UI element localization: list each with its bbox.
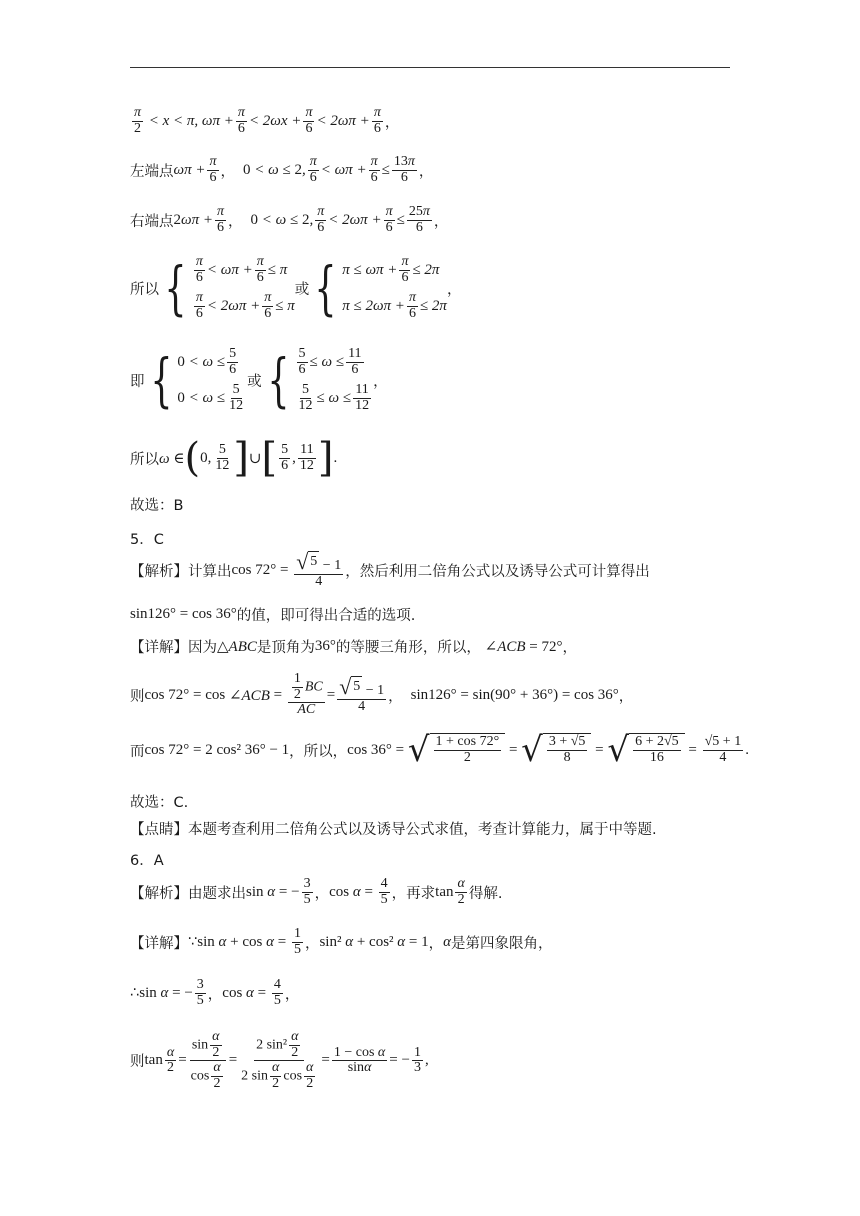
answer-line-1: 故选：B [130, 498, 184, 514]
text: 是第四象限角， [451, 935, 553, 952]
text: 而 [130, 743, 145, 760]
text: 由题求出 [188, 885, 246, 902]
text: ，所以， [289, 743, 348, 760]
because-symbol: ∵ [188, 934, 198, 951]
label-so: 所以 [130, 281, 159, 298]
math-line-3: 右端点 2ωπ + $\frac{\pi}{6}$ ， 0 < ω ≤ 2, $\frac{\pi}{6}$ < 2ωπ + $\frac{\pi}{6}$ ≤ $\frac{25\pi}{6}$ ， [130, 204, 449, 235]
q6-detail-line-3: 则 tan $\frac{\alpha}{2}$ = sin $\frac{\alpha}{2}$ cos $\frac{\alpha}{2}$ = 2 sin² $\frac{\alpha}{2}$ 2 sin $\frac{\alpha}{2}$ cos $\frac{\alpha}{2}$ = $\frac{\text{1 − cos α}}{\sin\alpha}$ = − $\frac{1}{3}$ , [130, 1029, 429, 1092]
punct: ， [384, 114, 400, 131]
math-line-4: 所以 { $\frac{\pi}{6}$ < ωπ + $\frac{\pi}{6}$ ≤ π $\frac{\pi}{6}$ < 2ωπ + $\frac{\pi}{6}$ ≤ π 或 { π ≤ ωπ + $\frac{\pi}{6}$ ≤ 2π π ≤ 2ωπ + $\frac{\pi}{6}$ ≤ 2π ， [130, 254, 462, 323]
text: ，然后利用二倍角公式以及诱导公式可计算得出 [345, 563, 650, 580]
analysis-tag: 【解析】 [130, 563, 188, 580]
text: ，再求 [391, 885, 436, 902]
question-5-answer: 5．C [130, 532, 164, 548]
text: 则 [130, 688, 145, 705]
math-line-5: 即 { 0 < ω ≤ $\frac{5}{6}$ 0 < ω ≤ $\frac{5}{12}$ 或 { $\frac{5}{6}$ ≤ ω ≤ $\frac{11}{6}$ $\frac{5}{12}$ ≤ ω ≤ $\frac{11}{12}$ ， [130, 346, 388, 415]
detail-tag: 【详解】 [130, 935, 188, 952]
math-line-2: 左端点 ωπ + $\frac{\pi}{6}$ ， 0 < ω ≤ 2, $\frac{\pi}{6}$ < ωπ + $\frac{\pi}{6}$ ≤ $\frac{13\pi}{6}$ ， [130, 154, 434, 185]
label-or: 或 [294, 281, 310, 298]
label-so: 所以 [130, 451, 159, 468]
detail-tag: 【详解】 [130, 640, 188, 656]
q5-detail-line-3: 而 cos 72° = 2 cos² 36° − 1 ，所以， cos 36° = √ $\frac{1 + \cos 72^\circ}{2}$ = √ $\frac{3 + √5}{8}$ = √ $\frac{6 + 2√5}{16}$ = $\frac{√5 + 1}{4}$ . [130, 730, 749, 770]
therefore-symbol: ∴ [130, 985, 140, 1002]
text: 的值，即可得出合适的选项. [236, 608, 416, 624]
comment-tag: 【点睛】 [130, 822, 188, 838]
q5-analysis-line-1: 【解析】 计算出 cos 72° = √ 5 − 1 4 ，然后利用二倍角公式以及诱导公式可计算得出 [130, 549, 650, 589]
label-ie: 即 [130, 373, 145, 390]
text: 的等腰三角形，所以， [335, 640, 481, 656]
analysis-tag: 【解析】 [130, 885, 188, 902]
label-or: 或 [247, 373, 262, 390]
text: 是顶角为 [256, 640, 315, 656]
text: 本题考查利用二倍角公式以及诱导公式求值，考查计算能力，属于中等题. [188, 822, 657, 838]
text: 计算出 [188, 563, 232, 580]
label-right-endpoint: 右端点 [130, 213, 174, 230]
answer-line-2: 故选：C. [130, 795, 189, 811]
text: 因为 [188, 640, 217, 656]
math-line-1: $\frac{\pi}{2}$ < x < π, ωπ + $\frac{\pi}{6}$ < 2ωx + $\frac{\pi}{6}$ < 2ωπ + $\frac{\pi}{6}$ ， [134, 105, 400, 136]
q5-comment [130, 818, 657, 839]
header-rule [130, 67, 730, 68]
math-line-6: 所以 ω ∈ ( 0, $\frac{5}{12}$ ] ∪ [ $\frac{5}{6}$ , $\frac{11}{12}$ ] . [130, 435, 338, 481]
q6-detail-line-1: 【详解】 ∵ sin α + cos α = $\frac{1}{5}$ ， sin² α + cos² α = 1 ， α 是第四象限角， [130, 926, 553, 957]
q5-detail-line-2: 则 cos 72° = cos ∠ACB = $\frac{1}{2}$ BC AC = √ 5 − 1 4 ， sin126° = sin(90° + 36°) = cos 36° ， [130, 671, 634, 718]
q5-analysis-line-2: sin126° = cos 36° 的值，即可得出合适的选项. [130, 606, 416, 624]
q5-detail-line-1: 【详解】 因为 △ABC 是顶角为 36° 的等腰三角形，所以， ∠ACB = 72° ， [130, 638, 577, 656]
q6-analysis-line: 【解析】 由题求出 sin α = − $\frac{3}{5}$ ， cos α = $\frac{4}{5}$ ，再求 tan $\frac{\alpha}{2}$ 得解. [130, 876, 503, 907]
question-6-answer: 6．A [130, 853, 164, 869]
q6-detail-line-2: ∴ sin α = − $\frac{3}{5}$ ， cos α = $\frac{4}{5}$ ， [130, 977, 300, 1008]
text: 则 [130, 1054, 145, 1071]
text: 得解. [468, 885, 503, 902]
label-left-endpoint: 左端点 [130, 163, 174, 180]
